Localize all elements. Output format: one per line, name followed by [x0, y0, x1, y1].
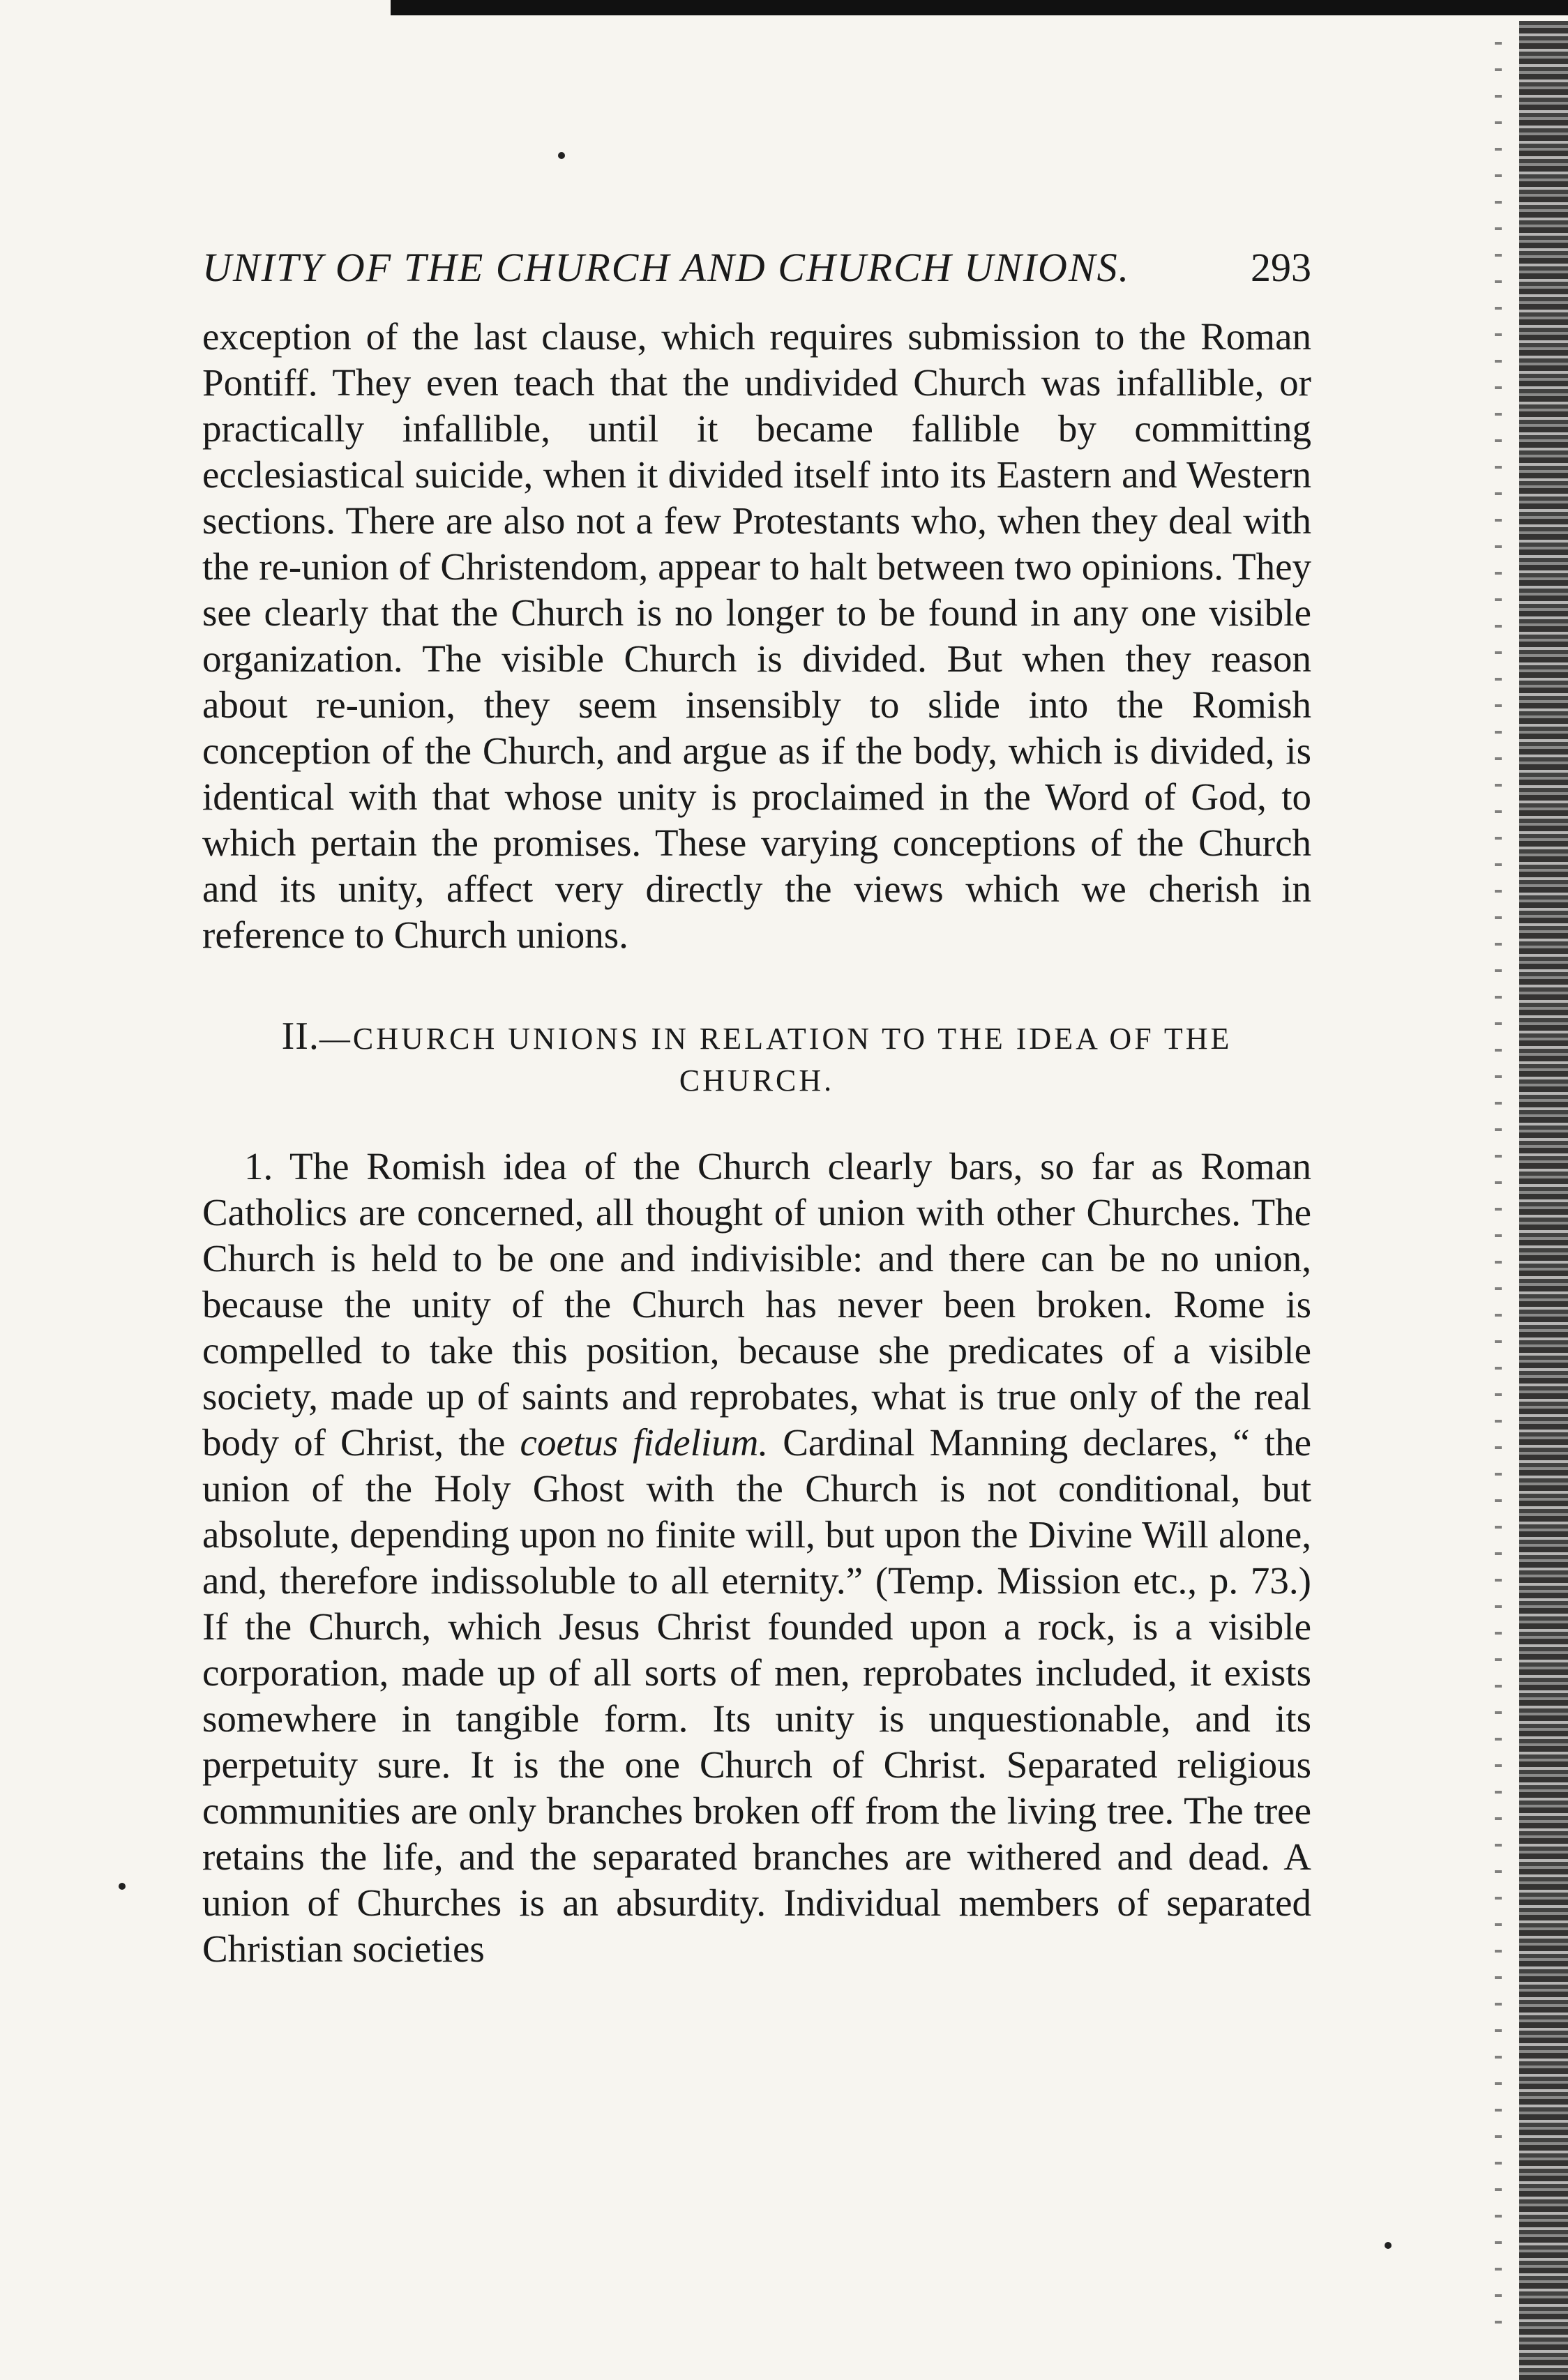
top-edge-rule: [391, 0, 1568, 15]
page-number: 293: [1251, 245, 1311, 290]
paragraph-2-part-2: Cardinal Manning declares, “ the union of the Holy Ghost with the Church is not conditional, but absolute, depending upon no finite will, but upon the Divine Will alone, and, therefore indissoluble to all eternity.” (Temp. Mission etc., p. 73.) If the Church, which Jesus Christ founded upon a rock, is a visible corporation, made up of all sorts of men, reprobates included, it exists somewhere in tangible form. Its unity is unquestionable, and its perpetuity sure. It is the one Church of Christ. Separated religious communities are only branches broken off from the living tree. The tree retains the life, and the separated branches are withered and dead. A union of Churches is an absurdity. Individual members of separated Christian societies: [202, 1421, 1311, 1970]
latin-phrase: coetus fidelium.: [520, 1421, 769, 1464]
running-title: UNITY OF THE CHURCH AND CHURCH UNIONS.: [202, 245, 1131, 290]
paragraph-2-part-1: 1. The Romish idea of the Church clearly bars, so far as Roman Catholics are concerned, all thought of union with other Churches. The Church is held to be one and indivisible: and there can be no union, because the unity of the Church has never been broken. Rome is compelled to take this position, because she predicates of a visible society, made up of saints and reprobates, what is true only of the real body of Christ, the: [202, 1145, 1311, 1464]
ink-speck: [558, 152, 565, 159]
running-header: [202, 244, 1311, 314]
paragraph-2: [202, 1144, 1311, 1972]
book-page: [202, 244, 1311, 1972]
binding-specks: [1495, 42, 1502, 2343]
section-numeral: II.: [281, 1015, 319, 1058]
page-binding-edge: [1519, 21, 1568, 2380]
paragraph-1: exception of the last clause, which requires submission to the Roman Pontiff. They even teach that the undivided Church was infallible, or practically infallible, until it became fallible by committing ecclesiastical suicide, when it divided itself into its Eastern and Western sections. There are also not a few Protestants who, when they deal with the re-union of Christendom, appear to halt between two opinions. They see clearly that the Church is no longer to be found in any one visible organization. The visible Church is divided. But when they reason about re-union, they seem insensibly to slide into the Romish conception of the Church, and argue as if the body, which is divided, is identical with that whose unity is proclaimed in the Word of God, to which pertain the promises. These varying conceptions of the Church and its unity, affect very directly the views which we cherish in reference to Church unions.: [202, 315, 1311, 956]
section-heading: [202, 1015, 1311, 1102]
ink-speck: [119, 1883, 126, 1890]
section-title: —CHURCH UNIONS IN RELATION TO THE IDEA OF THE CHURCH.: [319, 1022, 1232, 1098]
ink-speck: [1385, 2242, 1392, 2249]
